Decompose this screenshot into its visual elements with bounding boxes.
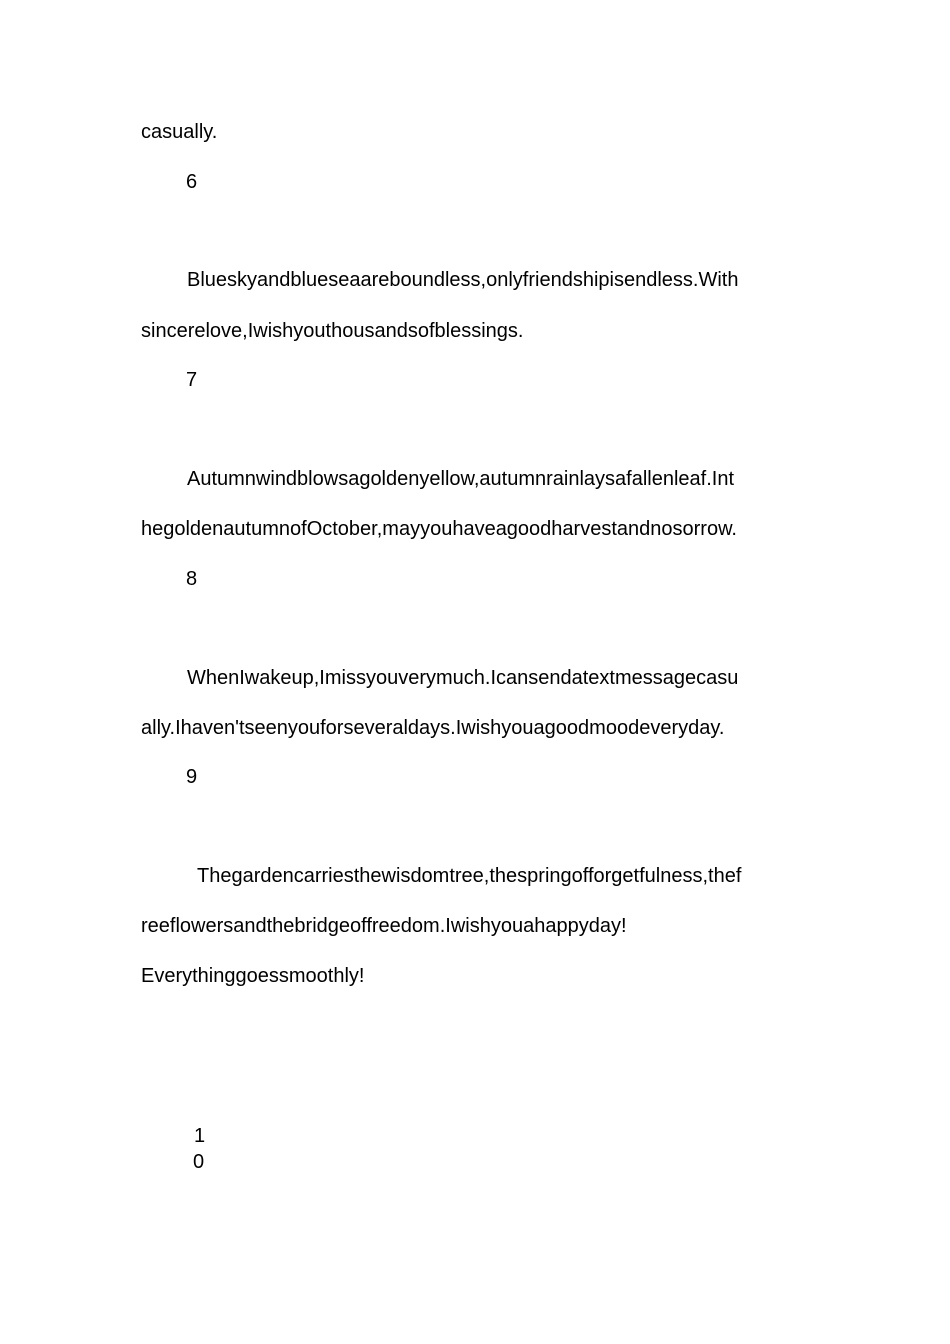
- item-number-7: 7: [186, 369, 198, 391]
- item-number-10-digit-2: 0: [193, 1151, 205, 1173]
- paragraph-6-line-2: sincerelove,Iwishyouthousandsofblessings.: [141, 320, 524, 342]
- paragraph-6-line-1: Blueskyandblueseaareboundless,onlyfriendshipisendless.With: [187, 269, 739, 291]
- paragraph-8-line-1: WhenIwakeup,Imissyouverymuch.Icansendatextmessagecasu: [187, 667, 739, 689]
- paragraph-9-line-3: Everythinggoessmoothly!: [141, 965, 365, 987]
- paragraph-9-line-1: Thegardencarriesthewisdomtree,thespringofforgetfulness,thef: [197, 865, 742, 887]
- paragraph-9-line-2: reeflowersandthebridgeoffreedom.Iwishyouahappyday!: [141, 915, 627, 937]
- item-number-6: 6: [186, 171, 198, 193]
- item-number-10-digit-1: 1: [194, 1125, 206, 1147]
- text-line-casually: casually.: [141, 121, 218, 143]
- paragraph-7-line-1: Autumnwindblowsagoldenyellow,autumnrainlaysafallenleaf.Int: [187, 468, 735, 490]
- item-number-9: 9: [186, 766, 198, 788]
- paragraph-7-line-2: hegoldenautumnofOctober,mayyouhaveagoodharvestandnosorrow.: [141, 518, 737, 540]
- paragraph-8-line-2: ally.Ihaven'tseenyouforseveraldays.Iwishyouagoodmoodeveryday.: [141, 717, 725, 739]
- item-number-8: 8: [186, 568, 198, 590]
